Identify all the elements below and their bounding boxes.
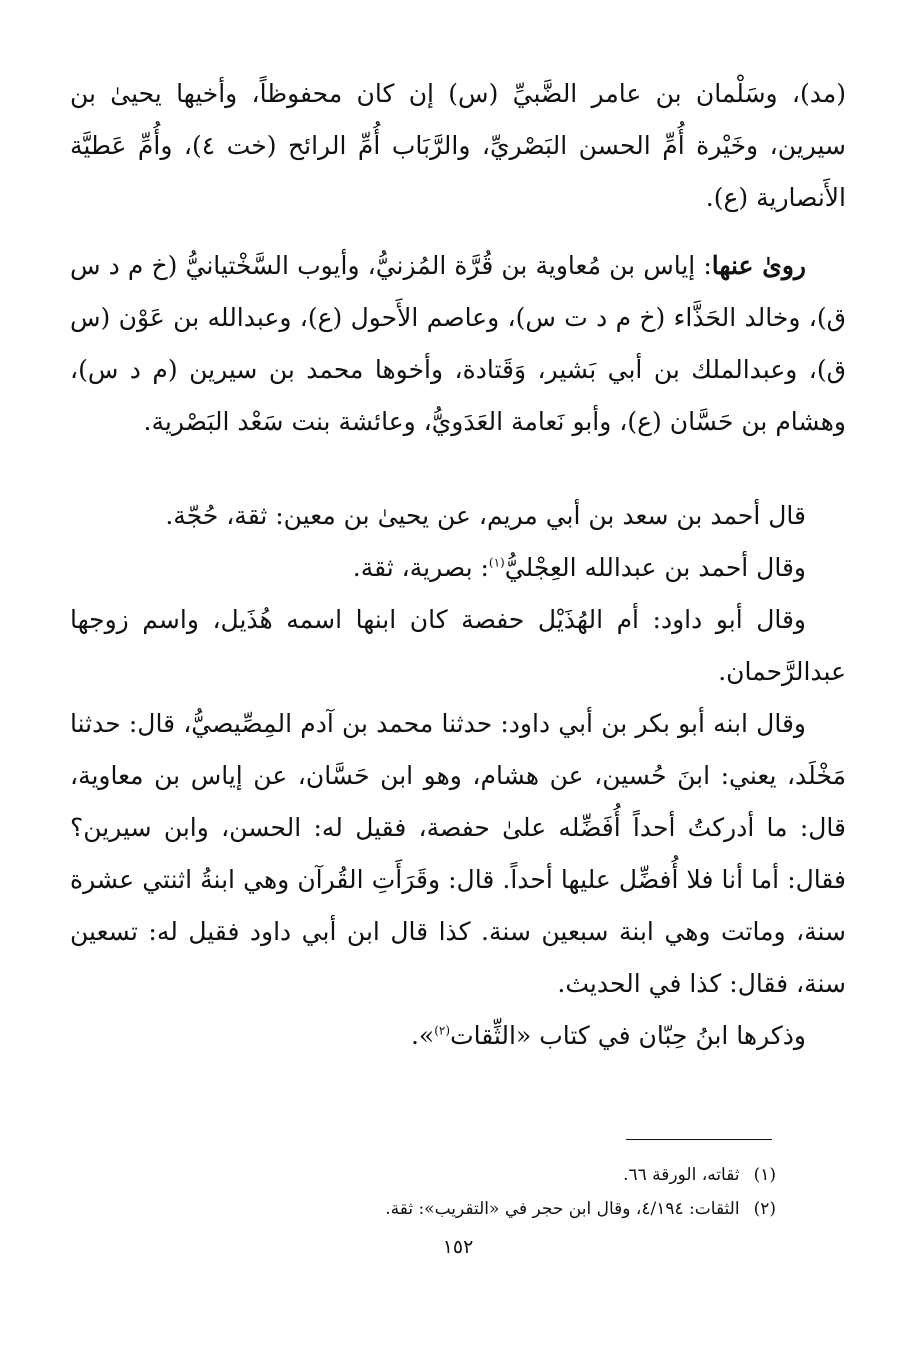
footnotes <box>200 1158 776 1226</box>
paragraph-abu-dawud: وقال أبو داود: أم الهُذَيْل حفصة كان ابنها اسمه هُذَيل، واسم زوجها عبدالرَّحمان. <box>70 605 846 686</box>
paragraph-narrators: (مد)، وسَلْمان بن عامر الضَّبيِّ (س) إن كان محفوظاً، وأخيها يحيىٰ بن سيرين، وخَيْرة أُمِّ الحسن البَصْريِّ، والرَّبَاب أُمِّ الرائح (خت ٤)، وأُمِّ عَطيَّة الأَنصارية (ع). <box>70 79 846 212</box>
footnote-2-text: الثقات: ٤/١٩٤، وقال ابن حجر في «التقريب»: ثقة. <box>385 1199 740 1219</box>
ibn-hibban-text-start: وذكرها ابنُ حِبّان في كتاب «الثِّقات <box>450 1021 806 1050</box>
main-text-bottom <box>70 490 846 1062</box>
ijli-text-start: وقال أحمد بن عبدالله العِجْليُّ <box>504 553 806 582</box>
footnote-1-text: ثقاته، الورقة ٦٦. <box>623 1165 740 1185</box>
page-number: ١٥٢ <box>442 1236 474 1258</box>
paragraph-transmitted-from-her <box>70 240 846 448</box>
paragraph-ibn-abi-dawud: وقال ابنه أبو بكر بن أبي داود: حدثنا محمد بن آدم المِصِّيصيُّ، قال: حدثنا مَخْلَد، يعني: ابنَ حُسين، عن هشام، وهو ابن حَسَّان، عن إياس بن معاوية، قال: ما أدركتُ أحداً أُفَضِّله علىٰ حفصة، فقيل له: الحسن، وابن سيرين؟ فقال: أما أنا فلا أُفضِّل عليها أحداً. قال: وقَرَأَتِ القُرآن وهي ابنةُ اثنتي عشرة سنة، وماتت وهي ابنة سبعين سنة. كذا قال ابن أبي داود فقيل له: تسعين سنة، فقال: كذا في الحديث. <box>70 709 846 998</box>
paragraph-ibn-maeen: قال أحمد بن سعد بن أبي مريم، عن يحيىٰ بن معين: ثقة، حُجّة. <box>165 501 806 530</box>
footnote-separator <box>626 1139 772 1140</box>
footnote-2-number: (٢) <box>753 1199 776 1219</box>
footnote-1-number: (١) <box>753 1165 776 1185</box>
footnote-2 <box>200 1192 776 1226</box>
ijli-text-end: : بصرية، ثقة. <box>352 553 489 582</box>
ibn-hibban-text-end: ». <box>410 1021 435 1050</box>
footnote-1 <box>200 1158 776 1192</box>
section-label-rawa-anha: روىٰ عنها <box>711 251 806 280</box>
footnote-marker-2: (٢) <box>434 1023 451 1038</box>
footnote-marker-1: (١) <box>488 555 505 570</box>
paragraph-ibn-hibban <box>70 1010 846 1062</box>
paragraph-transmitters-text: : إياس بن مُعاوية بن قُرَّة المُزنيُّ، وأيوب السَّخْتيانيُّ (خ م د س ق)، وخالد الحَذَّاء (خ م د ت س)، وعاصم الأَحول (ع)، وعبدالله بن عَوْن (س ق)، وعبدالملك بن أبي بَشير، وَقَتادة، وأخوها محمد بن سيرين (م د س)، وهشام بن حَسَّان (ع)، وأبو نَعامة العَدَويُّ، وعائشة بنت سَعْد البَصْرية. <box>70 251 846 436</box>
main-text-top <box>70 68 846 224</box>
paragraph-ijli <box>70 542 846 594</box>
main-text-middle <box>70 240 846 448</box>
